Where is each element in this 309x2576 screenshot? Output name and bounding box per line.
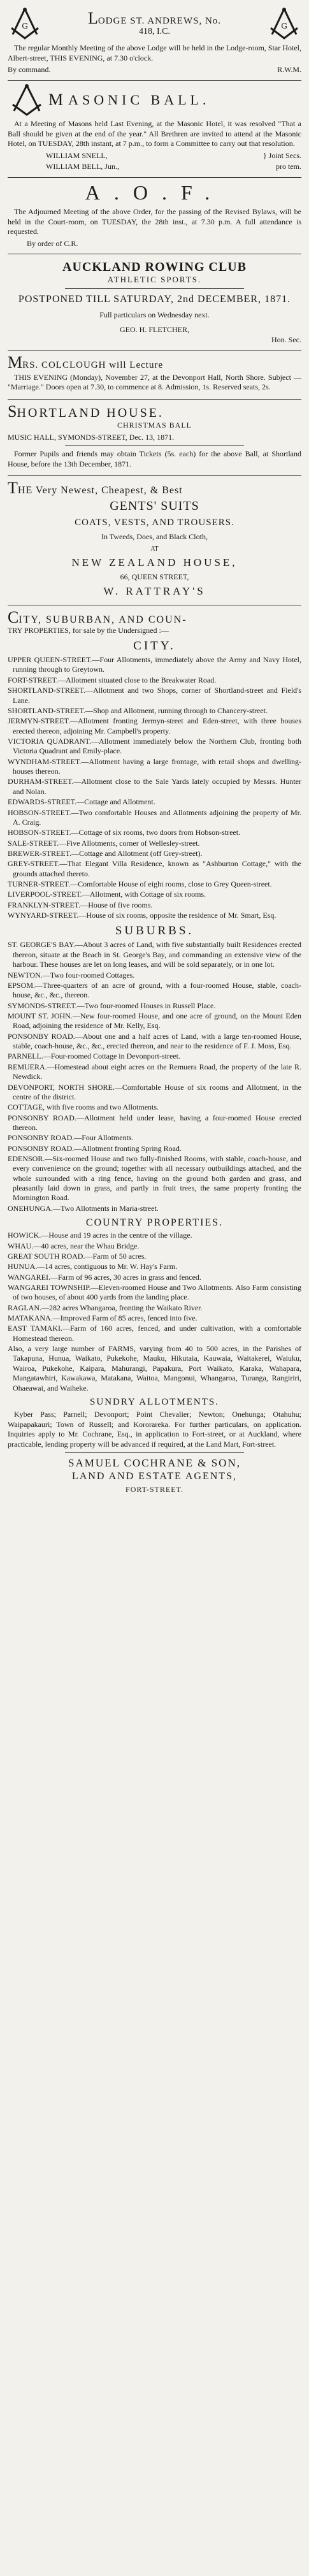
firm-name: SAMUEL COCHRANE & SON, — [68, 1457, 241, 1470]
list-item: ONEHUNGA.—Two Allotments in Maria-street. — [8, 1203, 159, 1213]
list-item: COTTAGE, with five rooms and two Allotments. — [8, 1103, 159, 1112]
list-item: FRANKLYN-STREET.—House of five rooms. — [8, 900, 153, 909]
suits-owner: W. RATTRAY'S — [103, 585, 206, 598]
sundry-body: Kyber Pass; Parnell; Devonport; Point Chevalier; Newton; Onehunga; Otahuhu; Waipapakauri; Town of Russell; and Kororareka. For further particulars, on application. Inquiries apply to Mr. Cochrane, Esq., in application to Fort-street, or at Auckland, where practicable, lending property will be advanced if required, at the Land Mart, Fort-street. — [8, 1409, 301, 1449]
list-item: PONSONBY ROAD.—About one and a half acres of Land, with a large ten-roomed House, stable, coach-house, &c., &c., erected thereon, and near to the residence of F. J. Moss, Esq. — [8, 1031, 301, 1051]
masonic-signature-1 — [8, 151, 301, 161]
masonic-secs-1: } Joint Secs. — [262, 150, 301, 160]
rowing-postponed: POSTPONED TILL SATURDAY, 2nd DECEMBER, 1871. — [18, 293, 291, 305]
newspaper-column — [8, 0, 301, 1499]
rowing-sec: Hon. Sec. — [271, 335, 301, 344]
square-compass-icon — [267, 6, 301, 41]
sundry-heading: SUNDRY ALLOTMENTS. — [90, 1396, 219, 1407]
list-item: SYMONDS-STREET.—Two four-roomed Houses in Russell Place. — [8, 1001, 216, 1010]
list-item: HOWICK.—House and 19 acres in the centre of the village. — [8, 1231, 192, 1240]
suits-house: NEW ZEALAND HOUSE, — [71, 556, 238, 569]
list-item: NEWTON.—Two four-roomed Cottages. — [8, 970, 135, 980]
square-compass-icon — [8, 83, 46, 117]
lodge-title: ODGE ST. ANDREWS, No. — [97, 15, 222, 26]
list-item: SHORTLAND-STREET.—Shop and Allotment, running through to Chancery-street. — [8, 706, 268, 715]
suburbs-heading: SUBURBS. — [115, 924, 194, 938]
suits-at: AT — [150, 546, 159, 553]
svg-text:G: G — [281, 22, 287, 31]
shortland-subtitle: CHRISTMAS BALL — [117, 420, 192, 430]
suburbs-list — [8, 940, 301, 1213]
rowing-title: AUCKLAND ROWING CLUB — [62, 259, 247, 274]
masonic-title-dropcap: M — [48, 90, 64, 110]
colclough-lecture-notice — [8, 351, 301, 400]
shortland-body: Former Pupils and friends may obtain Tickets (5s. each) for the above Ball, at Shortland House, before the 13th December, 1871. — [8, 449, 301, 468]
suits-header — [8, 481, 301, 496]
colclough-title: RS. COLCLOUGH will Lecture — [22, 359, 164, 370]
firm-title: LAND AND ESTATE AGENTS, — [72, 1471, 237, 1482]
masonic-body: At a Meeting of Masons held Last Evening, at the Masonic Hotel, it was resolved "That a Ball should be given at the end of the year." All Brethren are invited to attend at the Masonic Hotel, on TUESDAY, 28th instant, at 7 p.m., to form a Committee to carry out that resolution. — [8, 119, 301, 148]
list-item: BREWER-STREET.—Cottage and Allotment (off Grey-street). — [8, 848, 203, 858]
suits-title: HE Very Newest, Cheapest, & Best — [17, 485, 183, 496]
list-item: DURHAM-STREET.—Allotment close to the Sale Yards lately occupied by Messrs. Hunter and Nolan. — [8, 777, 301, 796]
shortland-hall: MUSIC HALL, SYMONDS-STREET, Dec. 13, 1871. — [8, 432, 175, 442]
shortland-dropcap: S — [8, 402, 17, 421]
square-compass-icon — [8, 6, 42, 41]
lodge-body: The regular Monthly Meeting of the above Lodge will be held in the Lodge-room, Star Hotel, Albert-street, THIS EVENING, at 7.30 o'clock. — [8, 43, 301, 62]
list-item: MATAKANA.—Improved Farm of 85 acres, fenced into five. — [8, 1313, 198, 1323]
masonic-ball-notice — [8, 81, 301, 178]
colclough-body: THIS EVENING (Monday), November 27, at the Devonport Hall, North Shore. Subject — "Marriage." Doors open at 7.30, to commence at 8. Admission, 1s. Reserved seats, 2s. — [8, 372, 301, 392]
list-item: WYNYARD-STREET.—House of six rooms, opposite the residence of Mr. Smart, Esq. — [8, 911, 277, 920]
masonic-title: ASONIC BALL. — [68, 92, 210, 108]
list-item: WANGAREI TOWNSHIP.—Eleven-roomed House and Two Allotments. Also Farm consisting of two houses, of about 400 yards from the landing place. — [8, 1282, 301, 1302]
lodge-rwm: R.W.M. — [277, 65, 301, 75]
list-item: SALE-STREET.—Five Allotments, corner of Wellesley-street. — [8, 838, 200, 848]
lodge-title-block — [42, 8, 267, 37]
list-item: VICTORIA QUADRANT.—Allotment immediately below the Northern Club, fronting both Victoria Quadrant and Emily-place. — [8, 737, 301, 756]
suits-line-tweeds: In Tweeds, Does, and Black Cloth, — [101, 532, 208, 542]
city-header — [8, 610, 301, 626]
masonic-signer-2: WILLIAM BELL, Jun., — [46, 161, 119, 171]
colclough-header — [8, 352, 301, 372]
city-title-2: TRY PROPERTIES, for sale by the Undersigned :— — [8, 626, 169, 635]
masonic-signer-1: WILLIAM SNELL, — [46, 150, 108, 160]
list-item: WHAU.—40 acres, near the Whau Bridge. — [8, 1241, 140, 1250]
list-item: GREAT SOUTH ROAD.—Farm of 50 acres. — [8, 1251, 147, 1261]
city-dropcap: C — [8, 608, 19, 627]
list-item: PARNELL.—Four-roomed Cottage in Devonport-street. — [8, 1052, 180, 1061]
rowing-full-particulars: Full particulars on Wednesday next. — [99, 310, 210, 319]
lodge-title-dropcap: L — [87, 8, 98, 27]
aof-body: The Adjourned Meeting of the above Order, for the passing of the Revised Bylaws, will be held in the Court-room, on TUESDAY, the 28th inst., at 7.30 p.m. A full attendance is requested. — [8, 206, 301, 236]
list-item: EPSOM.—Three-quarters of an acre of ground, with a four-roomed House, stable, coach-house, &c., &c., thereon. — [8, 980, 301, 1000]
lodge-notice — [8, 4, 301, 81]
list-item: RAGLAN.—282 acres Whangaroa, fronting the Waikato River. — [8, 1303, 203, 1312]
list-item: EAST TAMAKI.—Farm of 160 acres, fenced, and under cultivation, with a comfortable Homestead thereon. — [8, 1324, 301, 1343]
aof-notice — [8, 178, 301, 254]
list-item: WYNDHAM-STREET.—Allotment having a large frontage, with retail shops and dwelling-houses thereon. — [8, 756, 301, 776]
list-item: HOBSON-STREET.—Cottage of six rooms, two doors from Hobson-street. — [8, 828, 241, 837]
list-item: UPPER QUEEN-STREET.—Four Allotments, immediately above the Army and Navy Hotel, running through to Greytown. — [8, 655, 301, 674]
list-item: HOBSON-STREET.—Two comfortable Houses and Allotments adjoining the property of Mr. A. Craig. — [8, 807, 301, 827]
shortland-title: HORTLAND HOUSE. — [17, 405, 164, 420]
lodge-header — [8, 6, 301, 41]
list-item: TURNER-STREET.—Comfortable House of eight rooms, close to Grey Queen-street. — [8, 879, 272, 889]
list-item: SHORTLAND-STREET.—Allotment and two Shops, corner of Shortland-street and Field's Lane. — [8, 686, 301, 705]
shortland-header — [8, 404, 301, 421]
list-item: LIVERPOOL-STREET.—Allotment, with Cottage of six rooms. — [8, 890, 206, 899]
divider — [65, 1452, 244, 1453]
list-item: FORT-STREET.—Allotment situated close to the Breakwater Road. — [8, 675, 217, 684]
city-title: ITY, SUBURBAN, AND COUN- — [18, 614, 187, 626]
list-item: PONSONBY ROAD.—Allotment held under lease, having a four-roomed House erected thereon. — [8, 1113, 301, 1132]
rowing-signer: GEO. H. FLETCHER, — [120, 324, 189, 334]
firm-address: FORT-STREET. — [126, 1485, 183, 1494]
list-item: GREY-STREET.—That Elegant Villa Residence, known as "Ashburton Cottage," with the grounds attached thereto. — [8, 859, 301, 878]
list-item: PONSONBY ROAD.—Allotment fronting Spring Road. — [8, 1143, 182, 1153]
divider — [65, 288, 244, 289]
list-item: JERMYN-STREET.—Allotment fronting Jermyn-street and Eden-street, with three houses erected thereon, adjoining Mr. Campbell's property. — [8, 716, 301, 735]
list-item: WANGAREI.—Farm of 96 acres, 30 acres in grass and fenced. — [8, 1272, 201, 1282]
list-item: MOUNT ST. JOHN.—New four-roomed House, and one acre of ground, on the Mount Eden Road, adjoining the residence of Mr. Kelly, Esq. — [8, 1011, 301, 1031]
city-list — [8, 655, 301, 920]
masonic-secs-2: pro tem. — [276, 161, 301, 171]
list-item: HUNUA.—14 acres, contiguous to Mr. W. Hay's Farm. — [8, 1262, 178, 1271]
suits-dropcap: T — [8, 479, 18, 498]
rowing-subtitle: ATHLETIC SPORTS. — [107, 274, 202, 284]
colclough-dropcap: M — [8, 352, 23, 372]
list-item: PONSONBY ROAD.—Four Allotments. — [8, 1133, 134, 1143]
list-item: ST. GEORGE'S BAY.—About 3 acres of Land, with five substantially built Residences erected thereon, situate at the Beach in St. George's Bay, and commanding an extensive view of the harbour. These houses are let on long leases, and will be sold separately, or in one lot. — [8, 940, 301, 969]
list-item: EDENSOR.—Six-roomed House and two fully-finished Rooms, with stable, coach-house, and every convenience on the ground; together with all necessary outbuildings attached, and the whole surrounded with a ring fence, having on the ground both garden and grass, and pleasantly laid down in grass, and partly in fruit trees, the same property fronting the Mornington Road. — [8, 1154, 301, 1203]
list-item: EDWARDS-STREET.—Cottage and Allotment. — [8, 797, 155, 807]
lodge-number: 418, I.C. — [139, 26, 170, 36]
svg-text:G: G — [22, 22, 28, 31]
list-item: REMUERA.—Homestead about eight acres on the Remuera Road, the property of the late R. Newdick. — [8, 1062, 301, 1082]
divider — [65, 445, 244, 446]
list-item: Also, a very large number of FARMS, varying from 40 to 500 acres, in the Parishes of Takapuna, Hunua, Waikato, Pukekohe, Mauku, Hikutaia, Kauwaia, Waitakerei, Waiuku, Wairoa, Pukekohe, Kaipara, Mahurangi, Papakura, Port Waikato, Karaka, Wahapara, Mangatawhiri, Kawakawa, Matakana, Waitoa, Mangonui, Whangaroa, Turanga, Rangiriri, Ohaeawai, and Waiheke. — [8, 1344, 301, 1393]
properties-advert — [8, 605, 301, 1499]
aof-title: A.O.F. — [85, 180, 224, 204]
suits-line-coats: COATS, VESTS, AND TROUSERS. — [75, 517, 234, 528]
country-heading: COUNTRY PROPERTIES. — [85, 1217, 224, 1229]
lodge-signature — [8, 65, 301, 75]
shortland-house-notice — [8, 400, 301, 476]
list-item: DEVONPORT, NORTH SHORE.—Comfortable House of six rooms and Allotment, in the centre of the district. — [8, 1082, 301, 1101]
country-list — [8, 1231, 301, 1393]
lodge-by-command: By command. — [8, 65, 51, 75]
rowing-club-notice — [8, 254, 301, 351]
masonic-header — [8, 83, 301, 117]
city-heading: CITY. — [133, 639, 176, 653]
masonic-signature-2 — [8, 162, 301, 171]
suits-advert — [8, 476, 301, 605]
aof-order: By order of C.R. — [27, 238, 78, 248]
suits-line-gents: GENTS' SUITS — [110, 499, 199, 514]
suits-address: 66, QUEEN STREET, — [120, 572, 189, 582]
